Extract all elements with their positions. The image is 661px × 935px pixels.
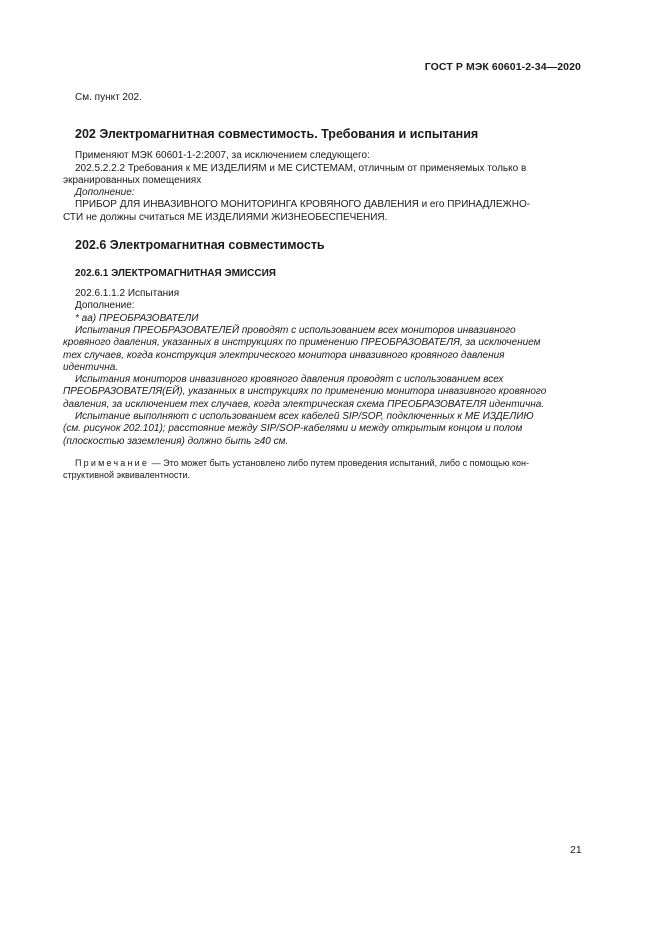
item-aa-transducers: * аа) ПРЕОБРАЗОВАТЕЛИ — [75, 312, 199, 324]
paragraph-cable-tests — [63, 411, 583, 448]
paragraph-line: тех случаев, когда конструкция электрического монитора инвазивного кровяного давления — [63, 349, 505, 361]
paragraph-line: Испытания мониторов инвазивного кровяного давления проводят с использованием всех — [75, 374, 504, 386]
paragraph-line: ПРЕОБРАЗОВАТЕЛЯ(ЕЙ), указанных в инструкциях по применению монитора инвазивного кровяного — [63, 386, 547, 398]
note-line — [63, 457, 583, 469]
section-202-line4: ПРИБОР ДЛЯ ИНВАЗИВНОГО МОНИТОРИНГА КРОВЯНОГО ДАВЛЕНИЯ и его ПРИНАДЛЕЖНО- — [75, 199, 531, 211]
paragraph-line: Испытания ПРЕОБРАЗОВАТЕЛЕЙ проводят с использованием всех мониторов инвазивного — [75, 324, 516, 336]
note-line-2: структивной эквивалентности. — [63, 469, 190, 480]
paragraph-transducer-tests — [63, 325, 583, 374]
section-202-line1: Применяют МЭК 60601-1-2:2007, за исключением следующего: — [75, 150, 370, 162]
section-202-6-supplement: Дополнение: — [75, 300, 135, 312]
paragraph-line: (см. рисунок 202.101); расстояние между SIP/SOP-кабелями и между открытым концом и полом — [63, 423, 523, 435]
section-202-line3: экранированных помещениях — [63, 174, 202, 186]
paragraph-line: (плоскостью заземления) должно быть ≥40 см. — [63, 435, 289, 447]
section-202-6-heading: 202.6 Электромагнитная совместимость — [75, 238, 325, 253]
paragraph-line: давления, за исключением тех случаев, когда электрическая схема ПРЕОБРАЗОВАТЕЛЯ идентична. — [63, 398, 545, 410]
section-202-line5: СТИ не должны считаться МЕ ИЗДЕЛИЯМИ ЖИЗНЕОБЕСПЕЧЕНИЯ. — [63, 211, 388, 223]
paragraph-monitor-tests — [63, 374, 583, 411]
note-label: Примечание — [75, 457, 150, 468]
document-body — [63, 92, 583, 481]
standard-designation: ГОСТ Р МЭК 60601-2-34—2020 — [424, 61, 581, 73]
note-block — [63, 457, 583, 481]
paragraph-line: Испытание выполняют с использованием всех кабелей SIP/SOP, подключенных к МЕ ИЗДЕЛИЮ — [75, 411, 534, 423]
paragraph-line: идентична. — [63, 361, 119, 373]
paragraph-line: кровяного давления, указанных в инструкциях по применению ПРЕОБРАЗОВАТЕЛЯ, за исключением — [63, 337, 541, 349]
page-number: 21 — [570, 844, 582, 856]
section-202-6-1-heading: 202.6.1 ЭЛЕКТРОМАГНИТНАЯ ЭМИССИЯ — [75, 268, 276, 280]
section-202-line2: 202.5.2.2.2 Требования к МЕ ИЗДЕЛИЯМ и МЕ СИСТЕМАМ, отличным от применяемых только в — [75, 162, 527, 174]
reference-line: См. пункт 202. — [75, 92, 142, 103]
section-202-supplement: Дополнение: — [75, 187, 135, 199]
section-202-heading: 202 Электромагнитная совместимость. Требования и испытания — [75, 127, 479, 142]
note-text: — Это может быть установлено либо путем проведения испытаний, либо с помощью кон- — [149, 457, 529, 468]
clause-202-6-1-1-2: 202.6.1.1.2 Испытания — [75, 288, 180, 300]
